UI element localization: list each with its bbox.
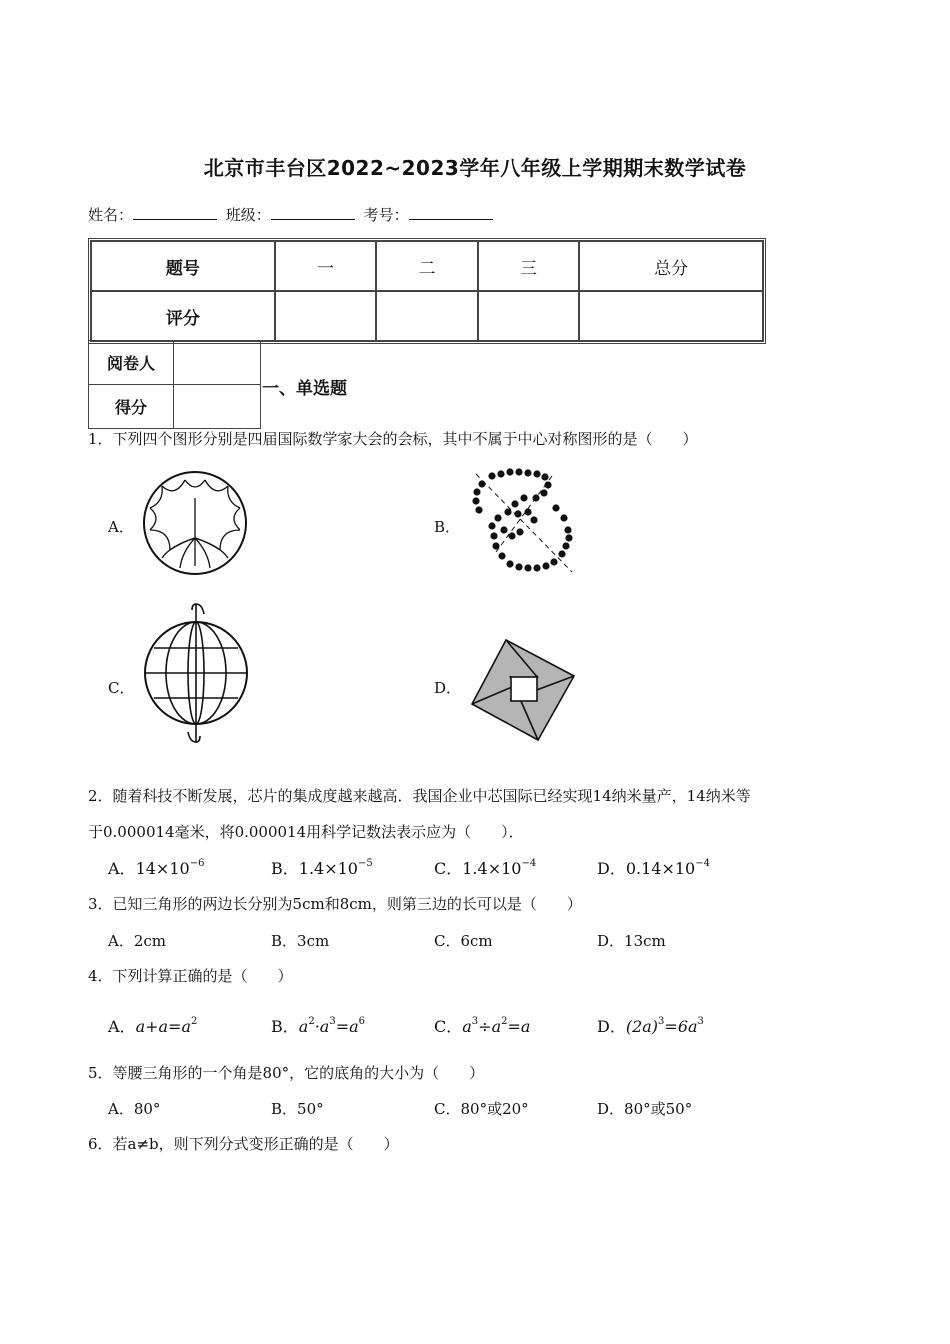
q2d-base: ×10	[661, 859, 696, 878]
question-5-stem: 5．等腰三角形的一个角是80°，它的底角的大小为（ ）	[88, 1064, 485, 1082]
option-letter: C．	[434, 859, 463, 878]
section-heading: 一、单选题	[262, 379, 347, 399]
score-cell: 总分	[579, 241, 763, 291]
q3-option-d[interactable]: D．13cm	[597, 932, 666, 950]
score-input-cell[interactable]	[579, 291, 763, 341]
q5-option-d[interactable]: D．80°或50°	[597, 1100, 693, 1118]
q5-option-c[interactable]: C．80°或20°	[434, 1100, 529, 1118]
q3-option-b[interactable]: B．3cm	[271, 932, 330, 950]
score-input-cell[interactable]	[478, 291, 580, 341]
q4c-exp: 2	[501, 1015, 508, 1027]
q1-option-a-label: A．	[108, 518, 134, 536]
q2-option-d[interactable]	[597, 856, 710, 879]
class-blank[interactable]	[271, 205, 355, 220]
figure-b-logo	[468, 468, 580, 578]
score-input-cell[interactable]	[275, 291, 377, 341]
score-input-cell[interactable]	[376, 291, 478, 341]
q4d-part: =6a	[664, 1017, 698, 1036]
q5-option-a[interactable]: A．80°	[108, 1100, 161, 1118]
page-title: 北京市丰台区2022~2023学年八年级上学期期末数学试卷	[203, 156, 747, 180]
option-letter: D．	[597, 1017, 626, 1036]
option-letter: C．	[434, 1017, 463, 1036]
question-4-stem: 4．下列计算正确的是（ ）	[88, 967, 293, 985]
grader-score-input-cell[interactable]	[174, 385, 261, 429]
question-6-stem: 6．若a≠b，则下列分式变形正确的是（ ）	[88, 1135, 399, 1153]
score-table	[88, 238, 766, 344]
q2-option-a[interactable]	[108, 856, 204, 879]
option-letter: A．	[108, 1017, 136, 1036]
reviewer-label: 阅卷人	[89, 341, 174, 385]
q4b-part: ·a	[314, 1017, 330, 1036]
grader-score-label: 得分	[89, 385, 174, 429]
q4-option-d[interactable]	[597, 1014, 704, 1037]
q1-option-b-label: B．	[434, 518, 461, 536]
number-label: 考号：	[363, 206, 409, 224]
question-3-stem: 3．已知三角形的两边长分别为5cm和8cm，则第三边的长可以是（ ）	[88, 895, 582, 913]
q2a-exp: −6	[189, 857, 205, 869]
q2a-coef: 14	[135, 859, 156, 878]
q4-option-b[interactable]	[271, 1014, 365, 1037]
class-label: 班级：	[225, 206, 271, 224]
q3-option-c[interactable]: C．6cm	[434, 932, 493, 950]
grader-table	[88, 340, 261, 429]
q3-option-a[interactable]: A．2cm	[108, 932, 167, 950]
score-table-row	[91, 291, 763, 341]
q4d-exp: 3	[697, 1015, 704, 1027]
figure-d-logo	[470, 636, 578, 744]
score-cell: 评分	[91, 291, 275, 341]
option-letter: A．	[108, 859, 136, 878]
q2c-exp: −4	[521, 857, 537, 869]
q2b-base: ×10	[324, 859, 358, 878]
q4c-part: ÷a	[478, 1017, 502, 1036]
q2d-exp: −4	[695, 857, 710, 869]
q2-option-b[interactable]	[271, 856, 373, 879]
q2a-base: ×10	[155, 859, 190, 878]
score-cell: 题号	[91, 241, 275, 291]
q4b-exp: 2	[308, 1015, 315, 1027]
reviewer-input-cell[interactable]	[174, 341, 261, 385]
q4b-part: =a	[335, 1017, 359, 1036]
q2-option-c[interactable]	[434, 856, 536, 879]
q4b-exp: 6	[358, 1015, 366, 1027]
q4c-exp: 3	[471, 1015, 479, 1027]
option-letter: B．	[271, 1017, 299, 1036]
score-table-header-row	[91, 241, 763, 291]
option-letter: B．	[271, 859, 299, 878]
score-cell: 一	[275, 241, 377, 291]
q4d-part: (2a)	[625, 1017, 659, 1036]
q4d-exp: 3	[658, 1015, 665, 1027]
q4b-part: a	[298, 1017, 309, 1036]
figure-a-logo	[140, 468, 250, 578]
q4b-exp: 3	[329, 1015, 336, 1027]
q2b-exp: −5	[357, 857, 373, 869]
score-cell: 三	[478, 241, 580, 291]
score-cell: 二	[376, 241, 478, 291]
question-1-stem: 1．下列四个图形分别是四届国际数学家大会的会标，其中不属于中心对称图形的是（ ）	[88, 430, 698, 448]
option-letter: D．	[597, 859, 626, 878]
name-blank[interactable]	[133, 205, 217, 220]
question-2-stem-line2: 于0.000014毫米，将0.000014用科学记数法表示应为（ ）．	[88, 823, 524, 841]
q4c-part: a	[462, 1017, 472, 1036]
q4c-part: =a	[507, 1017, 531, 1036]
q2d-coef: 0.14	[625, 859, 662, 878]
q2c-coef: 1.4	[462, 859, 488, 878]
q2c-base: ×10	[487, 859, 522, 878]
q4-option-c[interactable]	[434, 1014, 530, 1037]
number-blank[interactable]	[409, 205, 493, 220]
q4a-expr: a+a=a	[135, 1017, 191, 1036]
name-label: 姓名：	[88, 206, 134, 224]
student-info-line	[88, 204, 497, 225]
q1-option-c-label: C．	[108, 679, 135, 697]
q4-option-a[interactable]	[108, 1014, 197, 1037]
q1-option-d-label: D．	[434, 679, 462, 697]
question-2-stem-line1: 2．随着科技不断发展，芯片的集成度越来越高．我国企业中芯国际已经实现14纳米量产，14纳米等	[88, 787, 751, 805]
q5-option-b[interactable]: B．50°	[271, 1100, 324, 1118]
q4a-exp: 2	[191, 1015, 198, 1027]
q2b-coef: 1.4	[298, 859, 325, 878]
figure-c-logo	[140, 600, 252, 748]
